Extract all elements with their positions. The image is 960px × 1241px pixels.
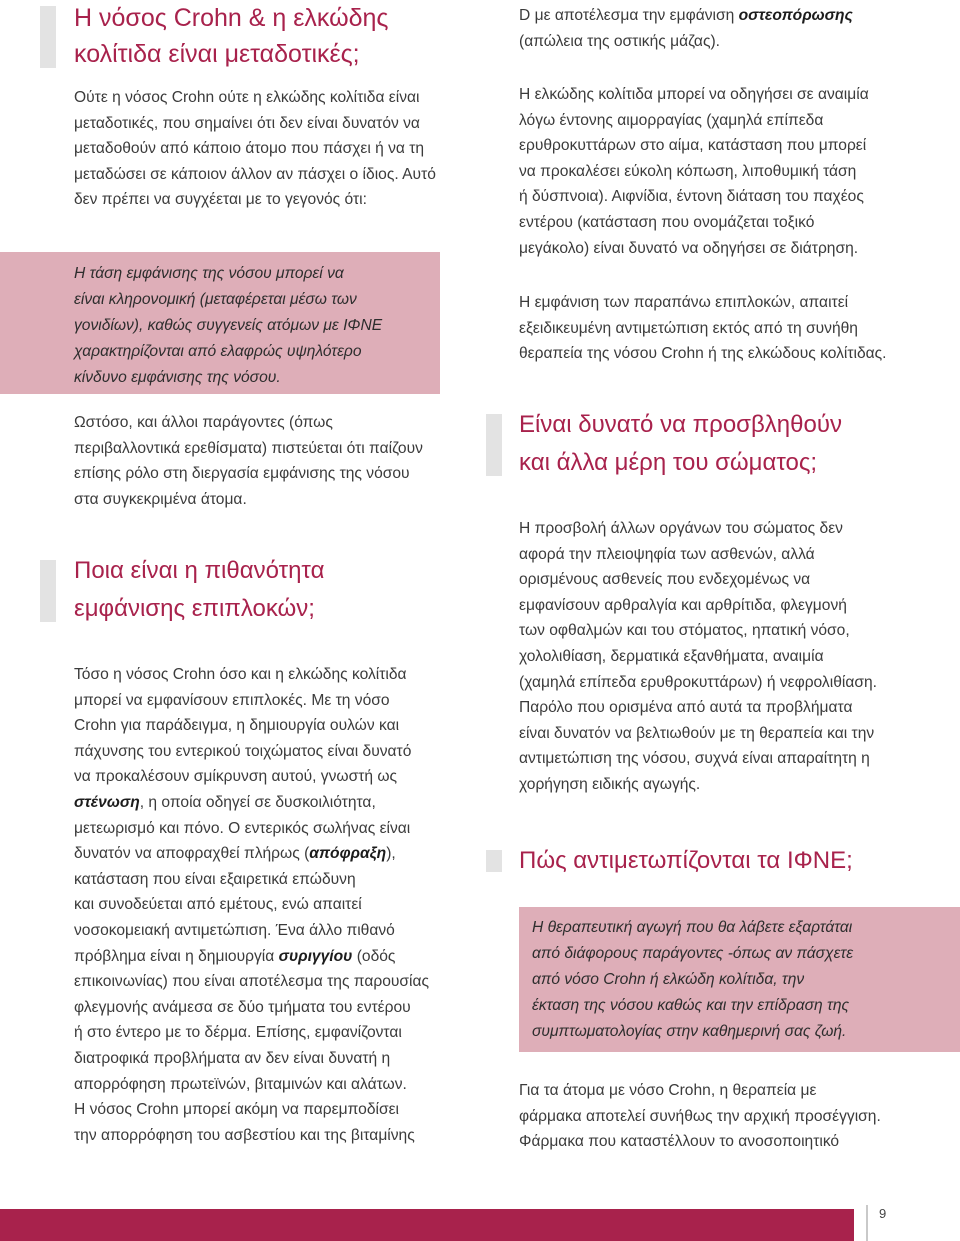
term-fistula: συριγγίου (278, 947, 353, 965)
page-number: 9 (879, 1206, 887, 1221)
paragraph-ulcerative-complications: Η ελκώδης κολίτιδα μπορεί να οδηγήσει σε αναιμία λόγω έντονης αιμορραγίας (χαμηλά επίπεδα ερυθροκυττάρων στο αίμα, κατάσταση που μπορεί να προκαλέσει εύκολη κόπωση, λιποθυμική τάση ή δύσπνοια). Αιφνίδια, έντονη διάταση του παχέος εντέρου (κατάσταση που ονομάζεται τοξικό μεγάκολο) είναι δυνατό να οδηγήσει σε διάτρηση. (519, 86, 869, 257)
paragraph-specialized-treatment: Η εμφάνιση των παραπάνω επιπλοκών, απαιτεί εξειδικευμένη αντιμετώπιση εκτός από τη συνήθη θεραπεία της νόσου Crohn ή της ελκώδους κολίτιδας. (519, 294, 887, 363)
term-obstruction: απόφραξη (309, 845, 387, 863)
heading-accent-bar (40, 560, 56, 622)
heading-crohn-contagious (74, 0, 388, 72)
paragraph-crohn-medication: Για τα άτομα με νόσο Crohn, η θεραπεία με φάρμακα αποτελεί συνήθως την αρχική προσέγγιση. Φάρμακα που καταστέλλουν το ανοσοποιητικό (519, 1082, 881, 1151)
heading-treatment: Πώς αντιμετωπίζονται τα ΙΦΝΕ; (519, 847, 853, 874)
paragraph-other-organs: Η προσβολή άλλων οργάνων του σώματος δεν αφορά την πλειοψηφία των ασθενών, αλλά ορισμένους ασθενείς που ενδεχομένως να εμφανίσουν αρθραλγία και αρθρίτιδα, φλεγμονή των οφθαλμών και του στόματος, ηπατική νόσο, χολολιθίαση, δερματικά εξανθήματα, αναιμία (χαμηλά επίπεδα ερυθροκυττάρων) ή νεφρολιθίαση. Παρόλο που ορισμένα από αυτά τα προβλήματα είναι δυνατόν να βελτιωθούν με τη θεραπεία και την αντιμετώπιση της νόσου, συχνά είναι απαραίτητη η χορήγηση ειδικής αγωγής. (519, 520, 877, 793)
heading-other-body-parts: Είναι δυνατό να προσβληθούν και άλλα μέρη του σώματος; (519, 411, 842, 476)
heading-accent-bar (486, 414, 502, 476)
footer-bar (0, 1209, 854, 1241)
paragraph-other-factors: Ωστόσο, και άλλοι παράγοντες (όπως περιβαλλοντικά ερεθίσματα) πιστεύεται ότι παίζουν επίσης ρόλο στη διεργασία εμφάνισης της νόσου στα συγκεκριμένα άτομα. (74, 414, 423, 508)
footer-divider (866, 1205, 868, 1241)
paragraph-osteoporosis: D με αποτέλεσμα την εμφάνιση οστεοπόρωσης (απώλεια της οστικής μάζας). (519, 7, 853, 50)
term-osteoporosis: οστεοπόρωσης (738, 7, 853, 24)
heading-line: Η νόσος Crohn & η ελκώδης (74, 4, 389, 32)
heading-line: κολίτιδα είναι μεταδοτικές; (74, 40, 360, 68)
callout-treatment: Η θεραπευτική αγωγή που θα λάβετε εξαρτάται από διάφορους παράγοντες -όπως αν πάσχετε από νόσο Crohn ή ελκώδη κολίτιδα, την έκταση της νόσου καθώς και την επίδραση της συμπτωματολογίας στην καθημερινή σας ζωή. (519, 907, 960, 1052)
term-stenosis: στένωση (74, 793, 140, 811)
heading-accent-bar (486, 850, 502, 872)
paragraph-complications: Τόσο η νόσος Crohn όσο και η ελκώδης κολίτιδα μπορεί να εμφανίσουν επιπλοκές. Με τη νόσο Crohn για παράδειγμα, η δημιουργία ουλών και πάχυνσης του εντερικού τοιχώματος είναι δυνατό να προκαλέσουν σμίκρυνση αυτού, γνωστή ως στένωση, η οποία οδηγεί σε δυσκοιλιότητα, μετεωρισμό και πόνο. Ο εντερικός σωλήνας είναι δυνατόν να αποφραχθεί πλήρως (απόφραξη), κατάσταση που είναι εξαιρετικά επώδυνη και συνοδεύεται από εμέτους, ενώ απαιτεί νοσοκομειακή αντιμετώπιση. Ένα άλλο πιθανό πρόβλημα είναι η δημιουργία συριγγίου (οδός επικοινωνίας) που είναι αποτέλεσμα της παρουσίας φλεγμονής ανάμεσα σε δύο τμήματα του εντέρου ή στο έντερο με το δέρμα. Επίσης, εμφανίζονται διατροφικά προβλήματα αν δεν είναι δυνατή η απορρόφηση πρωτεϊνών, βιταμινών και αλάτων. Η νόσος Crohn μπορεί ακόμη να παρεμποδίσει την απορρόφηση του ασβεστίου και της βιταμίνης (74, 666, 430, 1144)
heading-accent-bar (40, 6, 56, 68)
heading-complications: Ποια είναι η πιθανότητα εμφάνισης επιπλοκών; (74, 557, 325, 622)
callout-heredity: Η τάση εμφάνισης της νόσου μπορεί να είναι κληρονομική (μεταφέρεται μέσω των γονιδίων), καθώς συγγενείς ατόμων με ΙΦΝΕ χαρακτηρίζονται από ελαφρώς υψηλότερο κίνδυνο εμφάνισης της νόσου. (0, 252, 440, 394)
paragraph-not-contagious: Ούτε η νόσος Crohn ούτε η ελκώδης κολίτιδα είναι μεταδοτικές, που σημαίνει ότι δεν είναι δυνατόν να μεταδοθούν από κάποιο άτομο που πάσχει ή να τη μεταδώσει σε κάποιον άλλον αν πάσχει ο ίδιος. Αυτό δεν πρέπει να συγχέεται με το γεγονός ότι: (74, 89, 436, 209)
